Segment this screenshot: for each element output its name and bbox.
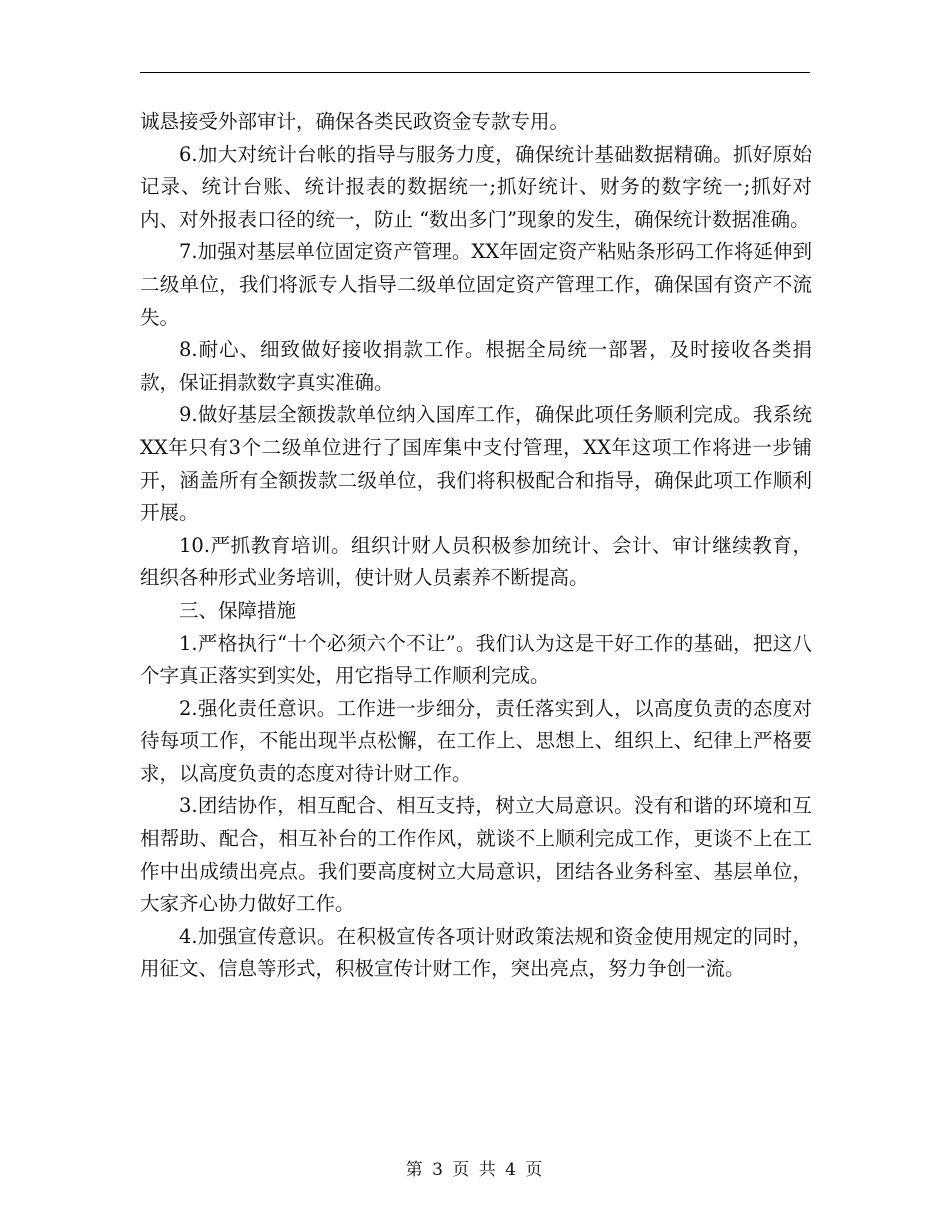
paragraph-measure-3: 3.团结协作，相互配合、相互支持，树立大局意识。没有和谐的环境和互相帮助、配合，相互补台的工作作风，就谈不上顺利完成工作，更谈不上在工作中出成绩出亮点。我们要高度树立大局意识，团结各业务科室、基层单位，大家齐心协力做好工作。 — [140, 794, 812, 916]
paragraph-item-9: 9.做好基层全额拨款单位纳入国库工作，确保此项任务顺利完成。我系统XX年只有3个二级单位进行了国库集中支付管理，XX年这项工作将进一步铺开，涵盖所有全额拨款二级单位，我们将积极配合和指导，确保此项工作顺利开展。 — [140, 403, 812, 525]
document-body — [140, 106, 812, 986]
section-heading-safeguards: 三、保障措施 — [179, 598, 297, 622]
paragraph-item-6: 6.加大对统计台帐的指导与服务力度，确保统计基础数据精确。抓好原始记录、统计台账、统计报表的数据统一;抓好统计、财务的数字统一;抓好对内、对外报表口径的统一，防止 “数出多门”现象的发生，确保统计数据准确。 — [140, 142, 812, 231]
paragraph-item-10: 10.严抓教育培训。组织计财人员积极参加统计、会计、审计继续教育，组织各种形式业务培训，使计财人员素养不断提高。 — [140, 533, 812, 590]
paragraph-audit-continuation: 诚恳接受外部审计，确保各类民政资金专款专用。 — [140, 110, 570, 133]
paragraph-item-7: 7.加强对基层单位固定资产管理。XX年固定资产粘贴条形码工作将延伸到二级单位，我们将派专人指导二级单位固定资产管理工作，确保国有资产不流失。 — [140, 240, 812, 329]
paragraph-item-8: 8.耐心、细致做好接收捐款工作。根据全局统一部署，及时接收各类捐款，保证捐款数字真实准确。 — [140, 338, 812, 394]
paragraph-measure-2: 2.强化责任意识。工作进一步细分，责任落实到人，以高度负责的态度对待每项工作，不能出现半点松懈，在工作上、思想上、组织上、纪律上严格要求，以高度负责的态度对待计财工作。 — [140, 696, 812, 785]
paragraph-measure-4: 4.加强宣传意识。在积极宣传各项计财政策法规和资金使用规定的同时，用征文、信息等形式，积极宣传计财工作，突出亮点，努力争创一流。 — [140, 924, 812, 981]
header-rule — [140, 72, 810, 73]
page-number-footer: 第 3 页 共 4 页 — [405, 1160, 545, 1180]
paragraph-measure-1: 1.严格执行“十个必须六个不让”。我们认为这是干好工作的基础，把这八个字真正落实到实处，用它指导工作顺利完成。 — [140, 631, 812, 688]
